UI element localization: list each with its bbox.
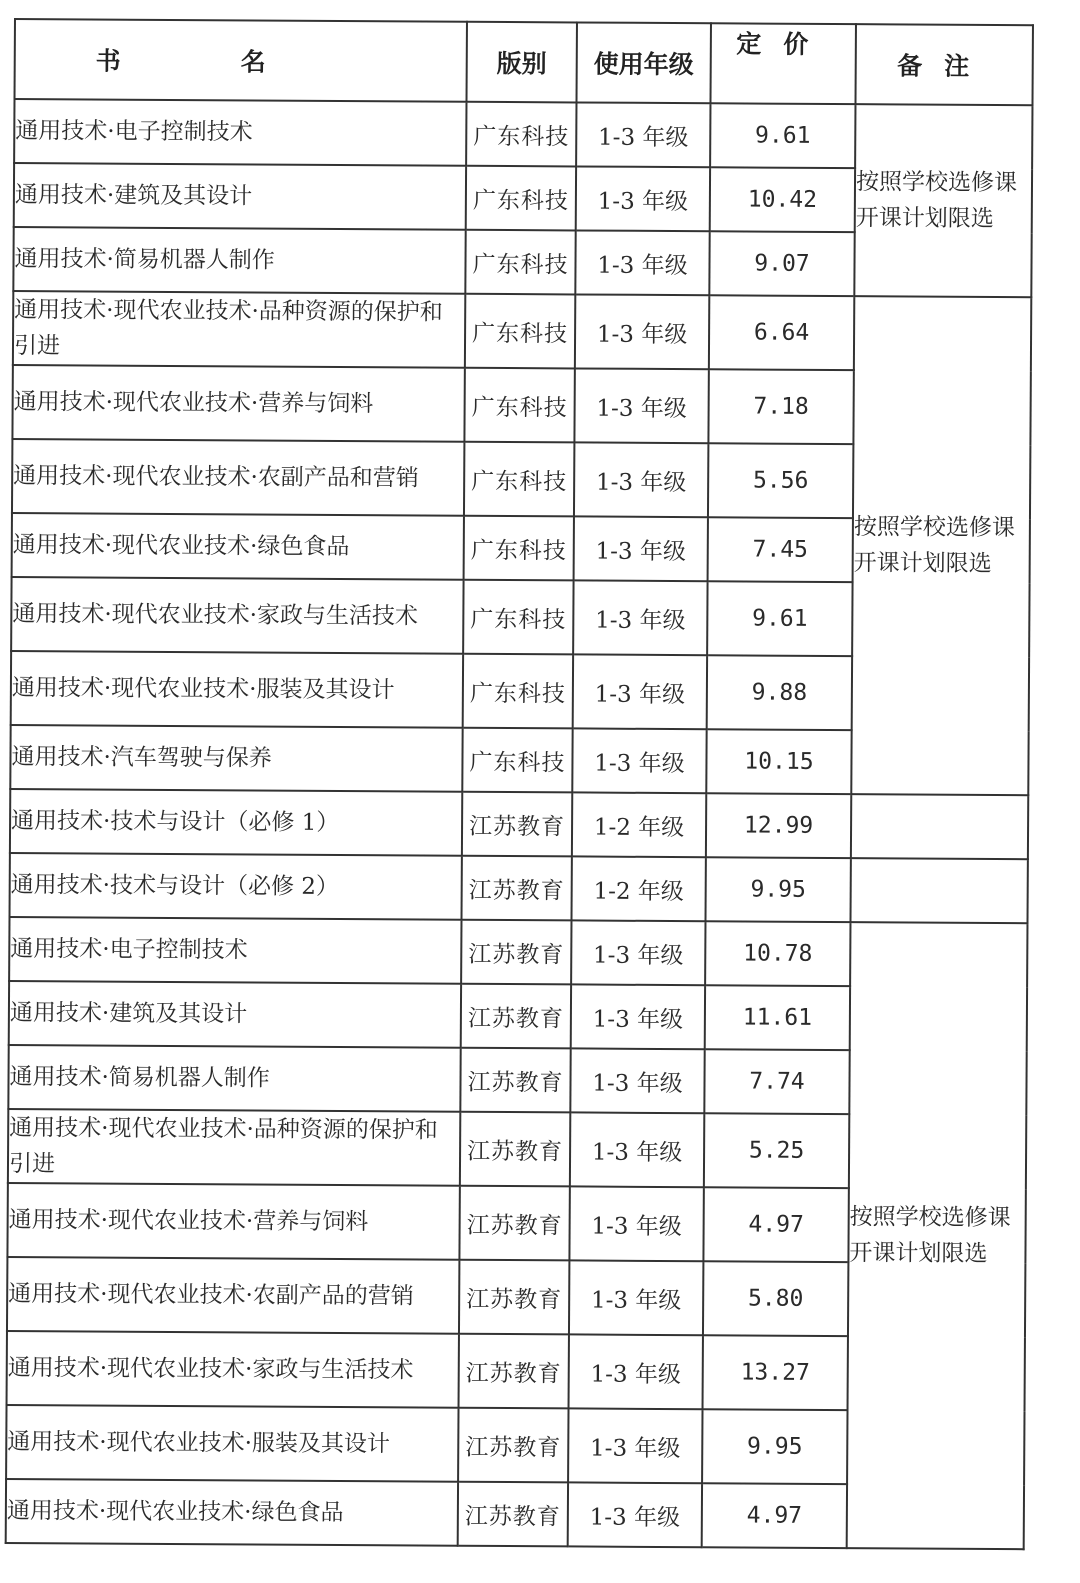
price-cell: 9.95	[705, 857, 850, 922]
publisher-cell: 江苏教育	[462, 792, 572, 857]
book-name-cell: 通用技术·现代农业技术·农副产品和营销	[12, 439, 464, 516]
price-cell: 10.15	[706, 729, 851, 794]
grade-cell: 1-3 年级	[570, 1048, 704, 1113]
grade-cell: 1-3 年级	[568, 1408, 702, 1483]
grade-cell: 1-3 年级	[576, 166, 710, 231]
price-cell: 7.74	[704, 1049, 849, 1114]
publisher-cell: 江苏教育	[459, 1186, 569, 1261]
price-cell: 12.99	[706, 793, 851, 858]
publisher-cell: 江苏教育	[461, 856, 571, 921]
grade-cell: 1-3 年级	[570, 1112, 704, 1187]
price-cell: 5.56	[708, 443, 853, 518]
grade-cell: 1-3 年级	[568, 1482, 702, 1547]
table-row	[10, 789, 1028, 859]
grade-cell: 1-2 年级	[572, 792, 706, 857]
publisher-cell: 广东科技	[466, 166, 576, 231]
publisher-cell: 广东科技	[463, 580, 573, 655]
note-cell: 按照学校选修课开课计划限选	[854, 104, 1032, 297]
book-name-cell: 通用技术·建筑及其设计	[9, 981, 461, 1048]
price-cell: 9.07	[709, 231, 854, 296]
grade-cell: 1-3 年级	[574, 516, 708, 581]
document-page	[5, 18, 1050, 1550]
grade-cell: 1-2 年级	[571, 856, 705, 921]
grade-cell: 1-3 年级	[576, 102, 710, 167]
book-name-cell: 通用技术·现代农业技术·服装及其设计	[6, 1405, 458, 1482]
book-name-cell: 通用技术·现代农业技术·品种资源的保护和引进	[8, 1109, 460, 1186]
grade-cell: 1-3 年级	[573, 654, 707, 729]
publisher-cell: 广东科技	[466, 102, 576, 167]
publisher-cell: 广东科技	[463, 654, 573, 729]
header-grade: 使用年级	[576, 22, 710, 103]
table-row	[9, 917, 1027, 987]
grade-cell: 1-3 年级	[575, 230, 709, 295]
book-name-cell: 通用技术·现代农业技术·营养与饲料	[7, 1183, 459, 1260]
publisher-cell: 广东科技	[465, 230, 575, 295]
price-cell: 9.95	[702, 1409, 847, 1484]
price-cell: 11.61	[705, 985, 850, 1050]
book-name-cell: 通用技术·现代农业技术·绿色食品	[12, 513, 464, 580]
book-name-cell: 通用技术·简易机器人制作	[8, 1045, 460, 1112]
price-cell: 4.97	[702, 1483, 847, 1548]
book-name-cell: 通用技术·技术与设计（必修 1）	[10, 789, 462, 856]
book-name-cell: 通用技术·现代农业技术·绿色食品	[6, 1479, 458, 1546]
publisher-cell: 广东科技	[462, 728, 572, 793]
publisher-cell: 江苏教育	[460, 1048, 570, 1113]
book-name-cell: 通用技术·技术与设计（必修 2）	[10, 853, 462, 920]
book-name-cell: 通用技术·简易机器人制作	[13, 227, 465, 294]
price-cell: 6.64	[709, 295, 854, 370]
publisher-cell: 江苏教育	[461, 984, 571, 1049]
note-cell: 按照学校选修课开课计划限选	[851, 296, 1031, 795]
header-publisher: 版别	[466, 22, 576, 103]
book-name-cell: 通用技术·现代农业技术·品种资源的保护和引进	[13, 291, 465, 368]
textbook-table	[5, 18, 1034, 1550]
header-price: 定价	[710, 23, 855, 104]
book-name-cell: 通用技术·建筑及其设计	[14, 163, 466, 230]
note-cell-empty	[851, 794, 1028, 859]
table-row	[13, 291, 1031, 371]
book-name-cell: 通用技术·现代农业技术·农副产品的营销	[7, 1257, 459, 1334]
price-cell: 5.25	[704, 1113, 849, 1188]
price-cell: 7.45	[708, 517, 853, 582]
grade-cell: 1-3 年级	[571, 984, 705, 1049]
book-name-cell: 通用技术·现代农业技术·家政与生活技术	[11, 577, 463, 654]
header-book-name: 书名	[15, 19, 467, 102]
book-name-cell: 通用技术·现代农业技术·家政与生活技术	[7, 1331, 459, 1408]
header-row	[15, 19, 1033, 105]
grade-cell: 1-3 年级	[572, 728, 706, 793]
grade-cell: 1-3 年级	[575, 294, 709, 369]
grade-cell: 1-3 年级	[569, 1260, 703, 1335]
price-cell: 9.88	[707, 655, 852, 730]
publisher-cell: 江苏教育	[458, 1408, 568, 1483]
grade-cell: 1-3 年级	[571, 920, 705, 985]
book-name-cell: 通用技术·汽车驾驶与保养	[10, 725, 462, 792]
publisher-cell: 江苏教育	[459, 1260, 569, 1335]
header-note: 备注	[855, 24, 1032, 105]
publisher-cell: 江苏教育	[458, 1482, 568, 1547]
price-cell: 9.61	[710, 103, 855, 168]
note-cell: 按照学校选修课开课计划限选	[847, 922, 1028, 1549]
grade-cell: 1-3 年级	[574, 442, 708, 517]
publisher-cell: 江苏教育	[461, 920, 571, 985]
publisher-cell: 广东科技	[464, 368, 574, 443]
price-cell: 10.78	[705, 921, 850, 986]
table-row	[10, 853, 1028, 923]
publisher-cell: 广东科技	[464, 516, 574, 581]
grade-cell: 1-3 年级	[573, 580, 707, 655]
grade-cell: 1-3 年级	[574, 368, 708, 443]
price-cell: 7.18	[708, 369, 853, 444]
book-name-cell: 通用技术·现代农业技术·服装及其设计	[11, 651, 463, 728]
table-row	[14, 99, 1032, 169]
publisher-cell: 江苏教育	[460, 1112, 570, 1187]
price-cell: 10.42	[710, 167, 855, 232]
book-name-cell: 通用技术·现代农业技术·营养与饲料	[12, 365, 464, 442]
price-cell: 4.97	[703, 1187, 848, 1262]
book-name-cell: 通用技术·电子控制技术	[9, 917, 461, 984]
publisher-cell: 江苏教育	[459, 1334, 569, 1409]
publisher-cell: 广东科技	[464, 442, 574, 517]
grade-cell: 1-3 年级	[569, 1334, 703, 1409]
publisher-cell: 广东科技	[465, 294, 575, 369]
price-cell: 9.61	[707, 581, 852, 656]
book-name-cell: 通用技术·电子控制技术	[14, 99, 466, 166]
grade-cell: 1-3 年级	[569, 1186, 703, 1261]
price-cell: 5.80	[703, 1261, 848, 1336]
price-cell: 13.27	[703, 1335, 848, 1410]
note-cell-empty	[850, 858, 1027, 923]
